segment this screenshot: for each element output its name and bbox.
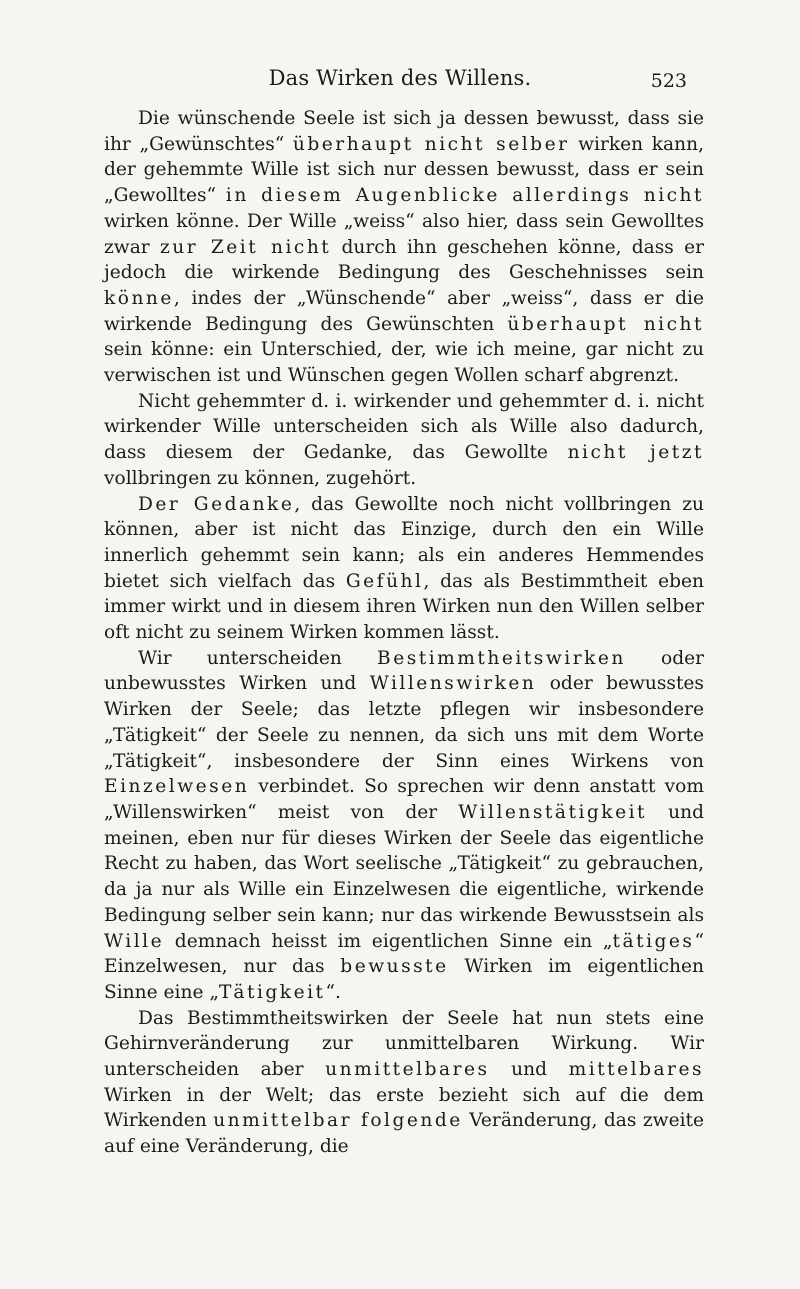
spaced-emphasis: nicht jetzt <box>567 442 705 464</box>
spaced-emphasis: in diesem Augenblicke allerdings nicht <box>225 185 704 207</box>
spaced-emphasis: überhaupt nicht selber <box>292 133 570 155</box>
spaced-emphasis: Bestimmtheitswirken <box>377 647 626 669</box>
spaced-emphasis: zur Zeit nicht <box>159 236 332 258</box>
paragraph-2: Nicht gehemmter d. i. wirkender und gehemmter d. i. nicht wirkender Wille unterscheiden sich als Wille also dadurch, dass diesem der Gedanke, das Gewollte nicht jetzt vollbringen zu können, zugehört. <box>104 390 705 489</box>
paragraph-1: Die wünschende Seele ist sich ja dessen bewusst, dass sie ihr „Gewünschtes“ überhaupt nicht selber wirken kann, der gehemmte Wille ist sich nur dessen bewusst, dass er sein „Gewolltes“ in diesem Augenblicke allerdings nicht wirken könne. Der Wille „weiss“ also hier, dass sein Gewolltes zwar zur Zeit nicht durch ihn geschehen könne, dass er jedoch die wirkende Bedingung des Geschehnisses sein könne, indes der „Wünschende“ aber „weiss“, dass er die wirkende Bedingung des Gewünschten überhaupt nicht sein könne: ein Unterschied, der, wie ich meine, gar nicht zu verwischen ist und Wünschen gegen Wollen scharf abgrenzt. <box>104 108 704 387</box>
spaced-emphasis: Willenstätigkeit <box>458 801 647 823</box>
running-title: Das Wirken des Willens. <box>268 66 532 90</box>
spaced-emphasis: unmittelbar folgende <box>213 1110 463 1132</box>
spaced-emphasis: tätiges <box>612 930 695 952</box>
spaced-emphasis: Willenswirken <box>369 673 537 695</box>
spaced-emphasis: Wille <box>104 930 165 952</box>
spaced-emphasis: überhaupt nicht <box>507 313 704 335</box>
page-header <box>0 66 800 106</box>
spaced-emphasis: Gefühl <box>345 570 424 592</box>
paragraph-3: Der Gedanke, das Gewollte noch nicht vollbringen zu können, aber ist nicht das Einzige, durch den ein Wille innerlich gehemmt sein kann; als ein anderes Hemmendes bietet sich vielfach das Gefühl, das als Bestimmtheit eben immer wirkt und in diesem ihren Wirken nun den Willen selber oft nicht zu seinem Wirken kommen lässt. <box>104 493 704 644</box>
spaced-emphasis: Einzelwesen <box>104 776 250 798</box>
spaced-emphasis: Tätigkeit <box>219 981 326 1003</box>
paragraph-4: Wir unterscheiden Bestimmtheitswirken oder unbewusstes Wirken und Willenswirken oder bewusstes Wirken der Seele; das letzte pflegen wir insbesondere „Tätigkeit“ der Seele zu nennen, da sich uns mit dem Worte „Tätigkeit“, insbesondere der Sinn eines Wirkens von Einzelwesen verbindet. So sprechen wir denn anstatt vom „Willenswirken“ meist von der Willenstätigkeit und meinen, eben nur für dieses Wirken der Seele das eigentliche Recht zu haben, das Wort seelische „Tätigkeit“ zu gebrauchen, da ja nur als Wille ein Einzelwesen die eigentliche, wirkende Bedingung selber sein kann; nur das wirkende Bewusstsein als Wille demnach heisst im eigentlichen Sinne ein „tätiges“ Einzelwesen, nur das bewusste Wirken im eigentlichen Sinne eine „Tätigkeit“. <box>104 647 705 1003</box>
spaced-emphasis: bewusste <box>340 956 449 978</box>
paragraph-5: Das Bestimmtheitswirken der Seele hat nun stets eine Gehirnveränderung zur unmittelbaren Wirkung. Wir unterscheiden aber unmittelbares und mittelbares Wirken in der Welt; das erste bezieht sich auf die dem Wirkenden unmittelbar folgende Veränderung, das zweite auf eine Veränderung, die <box>104 1007 704 1158</box>
spaced-emphasis: mittelbares <box>568 1059 704 1081</box>
spaced-emphasis: Der Gedanke <box>138 493 295 515</box>
body-text <box>104 106 704 1160</box>
spaced-emphasis: könne <box>104 287 174 309</box>
page-number: 523 <box>650 70 687 92</box>
spaced-emphasis: unmittelbares <box>325 1059 490 1081</box>
